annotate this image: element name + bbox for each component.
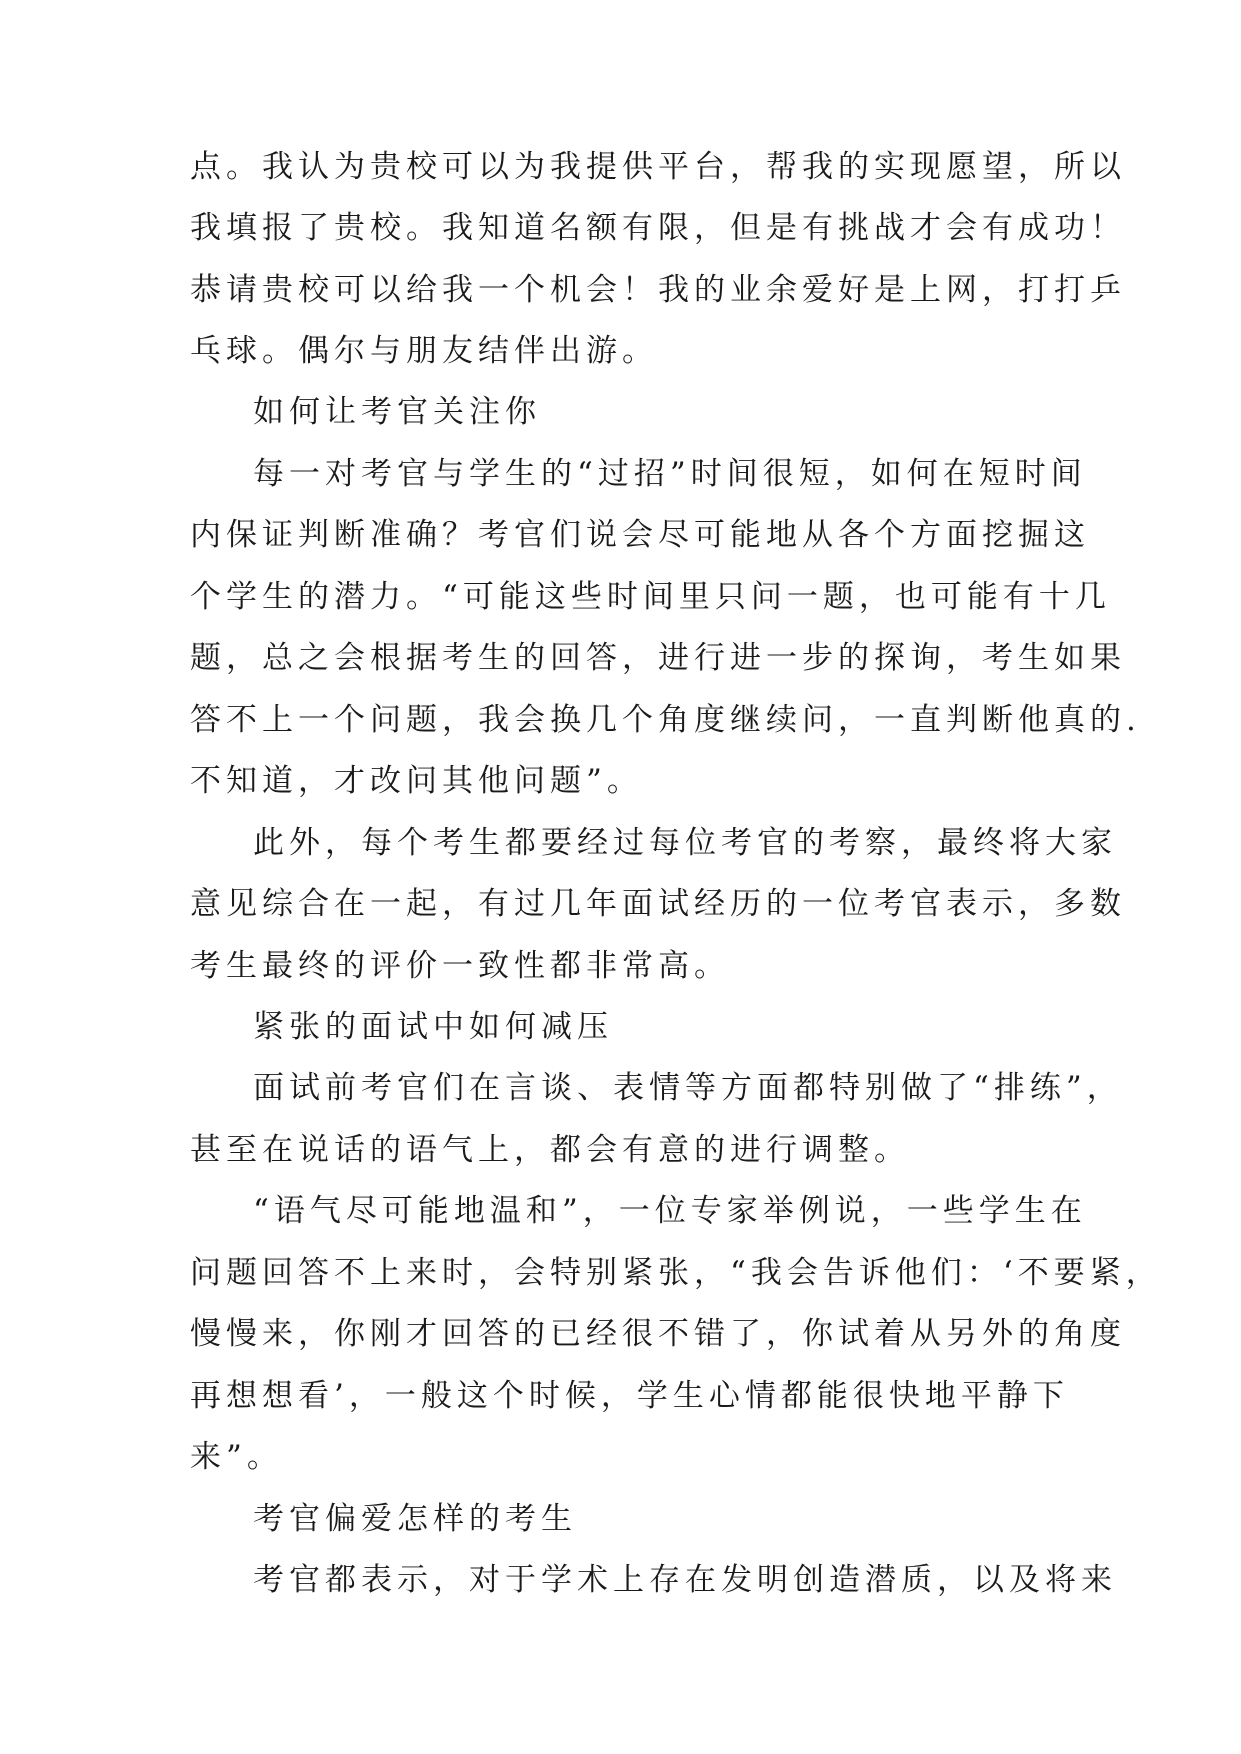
paragraph-line: 答不上一个问题，我会换几个角度继续问，一直判断他真的.: [190, 702, 1141, 738]
paragraph-line: 乓球。偶尔与朋友结伴出游。: [190, 333, 658, 369]
paragraph-line: 不知道，才改问其他问题”。: [190, 763, 643, 799]
paragraph-line: 来”。: [190, 1439, 283, 1475]
paragraph-line: 点。我认为贵校可以为我提供平台，帮我的实现愿望，所以: [190, 149, 1126, 185]
section-heading: 考官偏爱怎样的考生: [253, 1501, 577, 1537]
paragraph-line: 题，总之会根据考生的回答，进行进一步的探询，考生如果: [190, 640, 1126, 676]
paragraph-line: 内保证判断准确？考官们说会尽可能地从各个方面挖掘这: [190, 517, 1090, 553]
paragraph-line: 考官都表示，对于学术上存在发明创造潜质，以及将来: [253, 1562, 1117, 1598]
paragraph-line: 面试前考官们在言谈、表情等方面都特别做了“排练”，: [253, 1070, 1123, 1106]
paragraph-line: 甚至在说话的语气上，都会有意的进行调整。: [190, 1132, 910, 1168]
paragraph-line: 个学生的潜力。“可能这些时间里只问一题，也可能有十几: [190, 579, 1111, 615]
paragraph-line: 每一对考官与学生的“过招”时间很短，如何在短时间: [253, 456, 1087, 492]
paragraph-line: 恭请贵校可以给我一个机会！我的业余爱好是上网，打打乒: [190, 272, 1126, 308]
paragraph-line: 问题回答不上来时，会特别紧张，“我会告诉他们：‘不要紧，: [190, 1255, 1162, 1291]
paragraph-line: 考生最终的评价一致性都非常高。: [190, 948, 730, 984]
paragraph-line: “语气尽可能地温和”，一位专家举例说，一些学生在: [253, 1193, 1087, 1229]
paragraph-line: 意见综合在一起，有过几年面试经历的一位考官表示，多数: [190, 886, 1126, 922]
paragraph-line: 此外，每个考生都要经过每位考官的考察，最终将大家: [253, 825, 1117, 861]
section-heading: 如何让考官关注你: [253, 394, 541, 430]
paragraph-line: 再想想看’，一般这个时候，学生心情都能很快地平静下: [190, 1378, 1069, 1414]
paragraph-line: 慢慢来，你刚才回答的已经很不错了，你试着从另外的角度: [190, 1316, 1126, 1352]
section-heading: 紧张的面试中如何减压: [253, 1009, 613, 1045]
paragraph-line: 我填报了贵校。我知道名额有限，但是有挑战才会有成功！: [190, 210, 1126, 246]
